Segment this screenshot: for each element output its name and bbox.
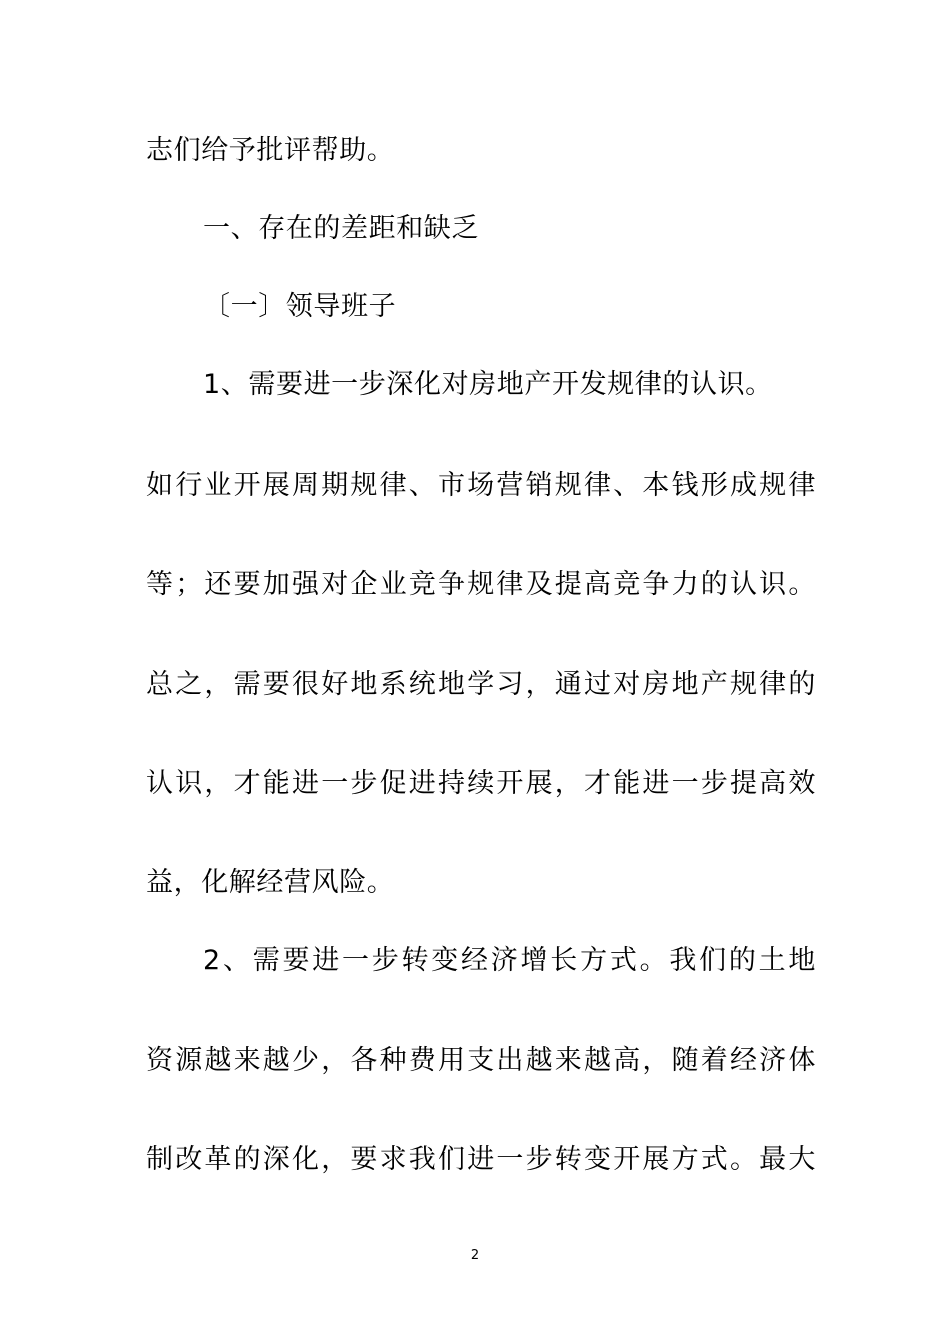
paragraph-line: 1、需要进一步深化对房地产开发规律的认识。 <box>203 369 773 400</box>
paragraph-line: 总之，需要很好地系统地学习，通过对房地产规律的 <box>146 669 816 700</box>
paragraph-line: 志们给予批评帮助。 <box>146 135 395 166</box>
section-heading: 一、存在的差距和缺乏 <box>203 213 479 244</box>
paragraph-line: 资源越来越少，各种费用支出越来越高，随着经济体 <box>146 1045 816 1076</box>
paragraph-line: 认识，才能进一步促进持续开展，才能进一步提高效 <box>146 768 816 799</box>
paragraph-line: 等；还要加强对企业竞争规律及提高竞争力的认识。 <box>146 569 816 600</box>
paragraph-line: 制改革的深化，要求我们进一步转变开展方式。最大 <box>146 1144 816 1175</box>
paragraph-line: 益，化解经营风险。 <box>146 867 395 898</box>
subsection-heading: 〔一〕领导班子 <box>203 291 397 322</box>
paragraph-line: 如行业开展周期规律、市场营销规律、本钱形成规律 <box>146 470 816 501</box>
page-number: 2 <box>470 1248 480 1263</box>
paragraph-line: 2、需要进一步转变经济增长方式。我们的土地 <box>203 945 816 976</box>
